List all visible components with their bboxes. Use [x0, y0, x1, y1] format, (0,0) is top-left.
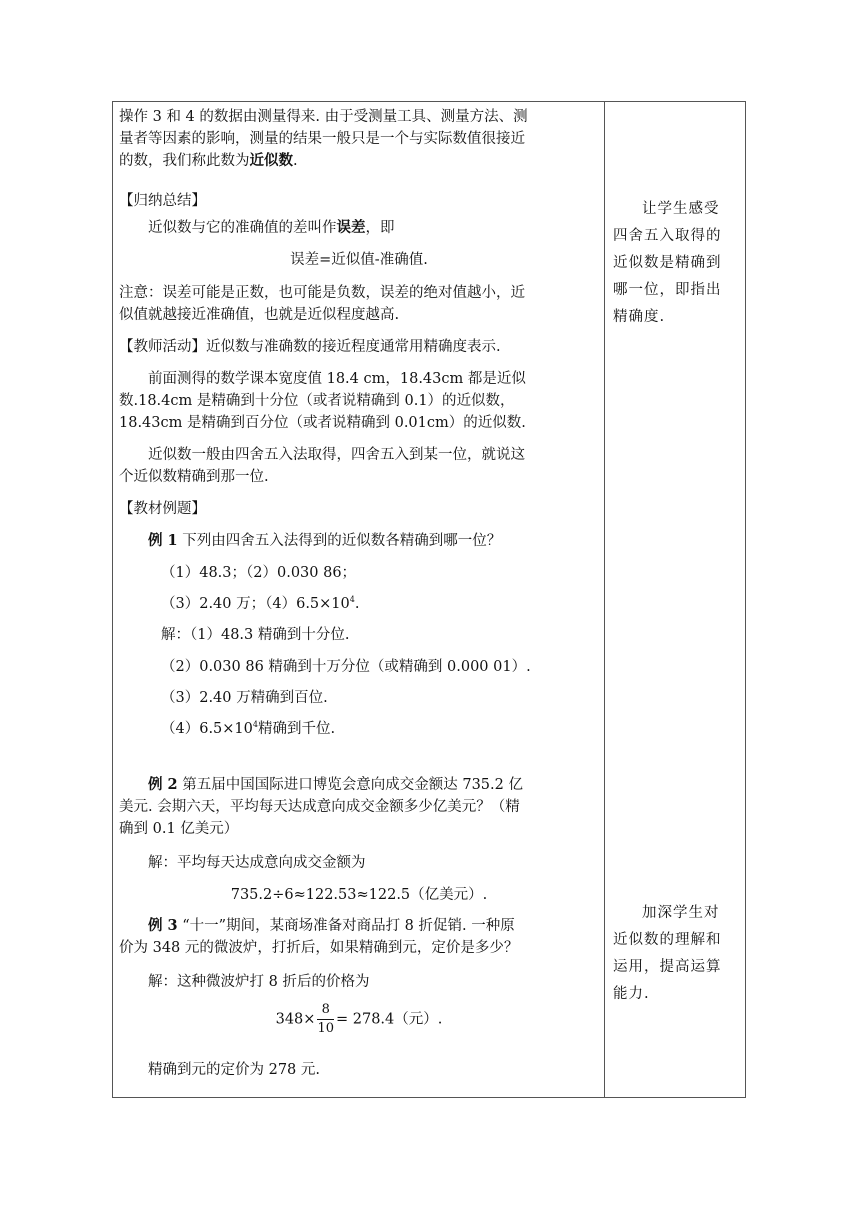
side-line: 精确度.: [613, 309, 666, 325]
side-line: 近似数的理解和: [613, 932, 722, 948]
error-definition: 近似数与它的准确值的差叫作误差，即: [148, 219, 395, 236]
example-3-answer: 精确到元的定价为 278 元.: [148, 1062, 321, 1078]
example-2-calculation: 735.2÷6≈122.53≈122.5（亿美元）.: [230, 887, 488, 903]
example-1-items-b: （3）2.40 万；$(4)6.5\times 10^4$.: [161, 595, 360, 612]
example-1-solution-4: $(4)6.5\times 10^4$精确到千位.: [161, 720, 336, 737]
text-line: 例 3 “十一”期间，某商场准备对商品打 8 折促销. 一种原: [148, 917, 515, 934]
example-1-solution-1: 解：（1）48.3 精确到十分位.: [161, 627, 350, 643]
term-error: 误差: [336, 219, 366, 236]
example-2-solution: 解：平均每天达成意向成交金额为: [148, 855, 366, 871]
side-note-1: [613, 196, 739, 331]
text-line: 确到 0.1 亿美元）: [119, 821, 239, 837]
intro-paragraph: [119, 106, 599, 172]
teacher-label: 【教师活动】: [119, 339, 206, 355]
side-note-2: [613, 900, 739, 1008]
side-line: 近似数是精确到: [613, 255, 722, 271]
examples-heading: 【教材例题】: [119, 501, 206, 517]
text-line: 量者等因素的影响，测量的结果一般只是一个与实际数值很接近: [119, 131, 525, 147]
example-1-solution-2: （2）0.030 86 精确到十万分位（或精确到 0.000 01）.: [161, 659, 531, 675]
example-3-calculation: 348× $\frac{8}{10}$ = 278.4（元）.: [275, 1002, 443, 1036]
lesson-table: [112, 101, 746, 1098]
example-2-label: 例 2: [148, 776, 178, 793]
example-1-solution-3: （3）2.40 万精确到百位.: [161, 690, 328, 706]
example-2-question: [119, 774, 599, 840]
text-line: 价为 348 元的微波炉，打折后，如果精确到元，定价是多少？: [119, 940, 519, 956]
text-line: 操作 3 和 4 的数据由测量得来. 由于受测量工具、测量方法、测: [119, 109, 528, 125]
example-3-solution: 解：这种微波炉打 8 折后的价格为: [148, 974, 370, 990]
text-line: 18.43cm 是精确到百分位（或者说精确到 0.01cm）的近似数.: [119, 415, 526, 431]
example-1-question: 例 1 下列由四舍五入法得到的近似数各精确到哪一位？: [148, 532, 502, 549]
example-3-label: 例 3: [148, 917, 178, 934]
summary-heading: 【归纳总结】: [119, 193, 206, 209]
text-line: 的数，我们称此数为近似数.: [119, 152, 298, 169]
text-line: 注意：误差可能是正数，也可能是负数，误差的绝对值越小，近: [119, 285, 525, 301]
rounding-paragraph: [119, 444, 599, 488]
measure-paragraph: [119, 368, 599, 434]
side-line: 哪一位，即指出: [613, 282, 722, 298]
fraction: $\frac{8}{10}$: [317, 1002, 334, 1036]
example-1-label: 例 1: [148, 532, 178, 549]
text-line: 美元. 会期六天，平均每天达成意向成交金额多少亿美元？（精: [119, 799, 520, 815]
text-line: 似值就越接近准确值，也就是近似程度越高.: [119, 307, 400, 323]
side-line: 运用，提高运算: [613, 959, 722, 975]
note-paragraph: [119, 282, 599, 326]
side-line: 让学生感受: [642, 201, 720, 217]
term-approx-number: 近似数: [249, 152, 293, 169]
text-line: 数.18.4cm 是精确到十分位（或者说精确到 0.1）的近似数，: [119, 393, 515, 409]
text-line: 近似数一般由四舍五入法取得，四舍五入到某一位，就说这: [148, 447, 525, 463]
text-line: 例 2 第五届中国国际进口博览会意向成交金额达 735.2 亿: [148, 776, 523, 793]
error-formula: 误差=近似值-准确值.: [290, 252, 428, 268]
side-line: 能力.: [613, 986, 650, 1002]
side-line: 加深学生对: [642, 905, 720, 921]
text-line: 前面测得的数学课本宽度值 18.4 cm，18.43cm 都是近似: [148, 371, 526, 387]
side-line: 四舍五入取得的: [613, 228, 722, 244]
text-line: 个近似数精确到那一位.: [119, 469, 269, 485]
example-1-items-a: （1）48.3；（2）0.030 86；: [161, 565, 357, 581]
example-3-question: [119, 915, 599, 959]
teacher-activity: 【教师活动】近似数与准确数的接近程度通常用精确度表示.: [119, 339, 501, 355]
